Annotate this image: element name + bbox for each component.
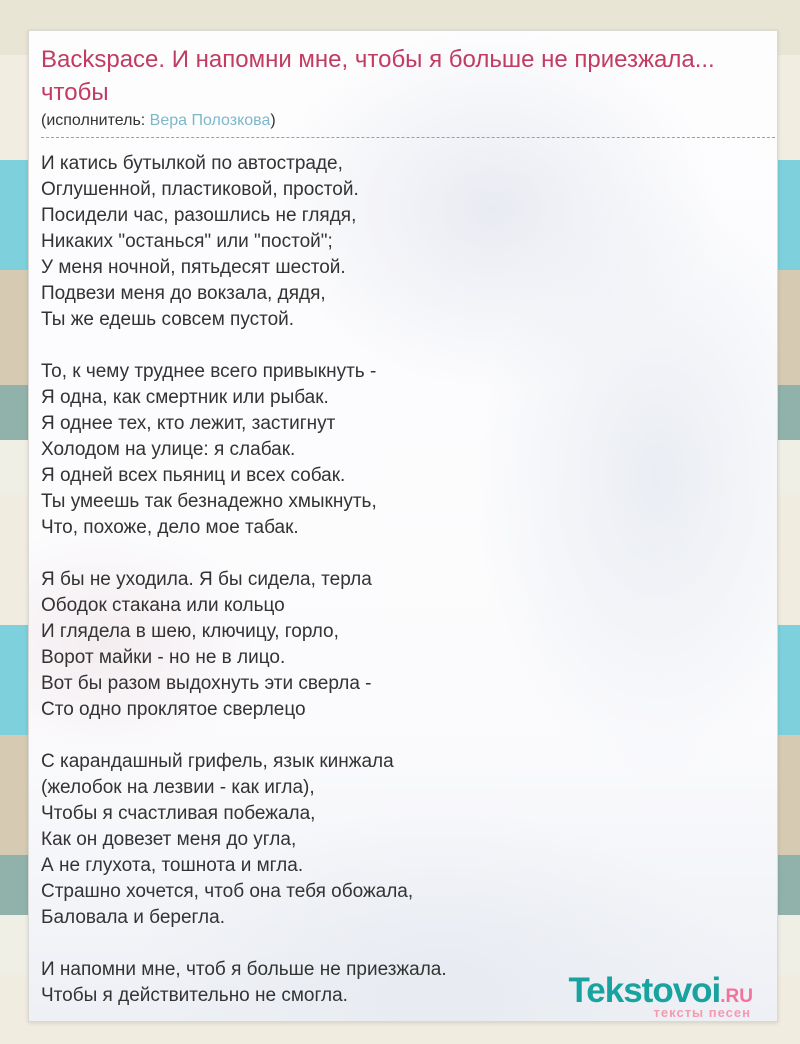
page-title: Backspace. И напомни мне, чтобы я больше не приезжала... чтобы [41, 46, 715, 106]
logo-tagline: тексты песен [653, 1005, 751, 1020]
artist-line [41, 112, 775, 138]
logo-wordmark [568, 973, 753, 1008]
artist-label-close: ) [270, 112, 276, 129]
stanza: То, к чему труднее всего привыкнуть - Я одна, как смертник или рыбак. Я однее тех, кто лежит, застигнут Холодом на улице: я слабак. Я одней всех пьяниц и всех собак. Ты умеешь так безнадежно хмыкнуть, Что, похоже, дело мое табак. [41, 361, 377, 538]
stanza: И катись бутылкой по автостраде, Оглушенной, пластиковой, простой. Посидели час, разошлись не глядя, Никаких "останься" или "постой"; У меня ночной, пятьдесят шестой. Подвези меня до вокзала, дядя, Ты же едешь совсем пустой. [41, 153, 359, 330]
logo-brand-text: Tekstovoi [568, 971, 721, 1010]
lyrics-card [28, 30, 778, 1022]
logo-tld-text: .RU [720, 986, 753, 1007]
stanza: Я бы не уходила. Я бы сидела, терла Ободок стакана или кольцо И глядела в шею, ключицу, горло, Ворот майки - но не в лицо. Вот бы разом выдохнуть эти сверла - Сто одно проклятое сверлецо [41, 569, 372, 720]
artist-label: (исполнитель: [41, 112, 146, 129]
site-logo[interactable] [568, 973, 753, 1019]
lyrics [41, 151, 777, 1009]
artist-link[interactable]: Вера Полозкова [149, 112, 271, 129]
stanza: И напомни мне, чтоб я больше не приезжала. Чтобы я действительно не смогла. [41, 959, 447, 1006]
stanza: С карандашный грифель, язык кинжала (желобок на лезвии - как игла), Чтобы я счастливая побежала, Как он довезет меня до угла, А не глухота, тошнота и мгла. Страшно хочется, чтоб она тебя обожала, Баловала и берегла. [41, 751, 414, 928]
